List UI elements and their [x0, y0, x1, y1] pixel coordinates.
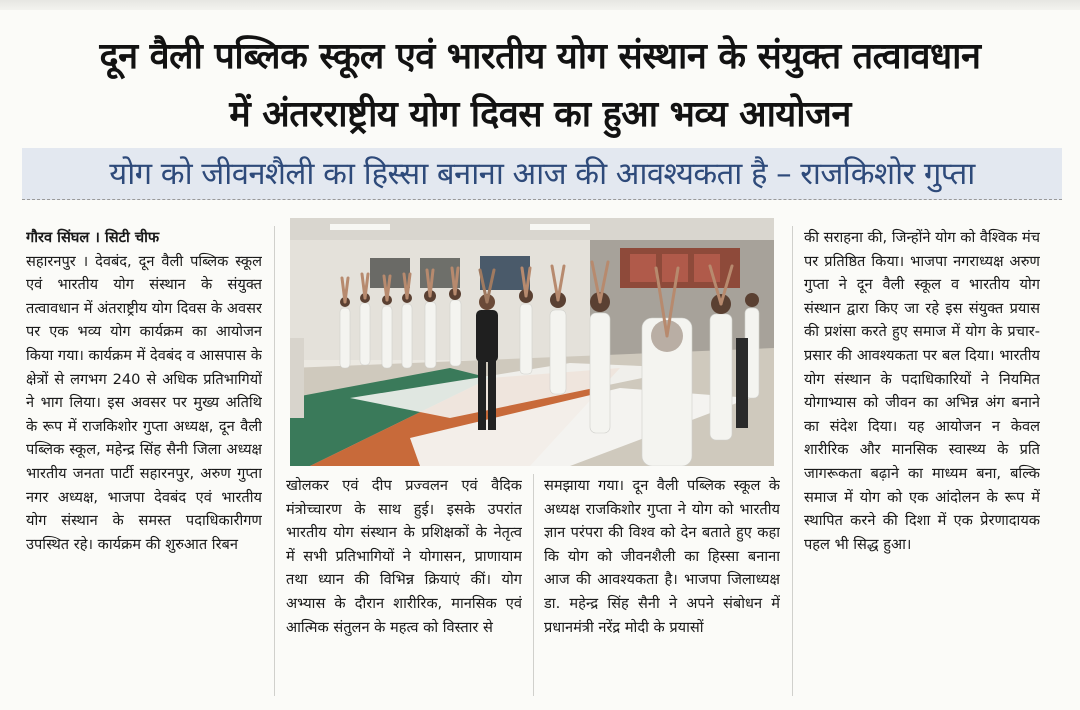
yoga-hall-illustration — [290, 218, 774, 466]
subheadline: योग को जीवनशैली का हिस्सा बनाना आज की आवश्यकता है – राजकिशोर गुप्ता — [109, 156, 975, 192]
article-column-4: की सराहना की, जिन्होंने योग को वैश्विक मंच पर प्रतिष्ठित किया। भाजपा नगराध्यक्ष अरुण गुप्ता ने दून वैली स्कूल व भारतीय योग संस्थान द्वारा किए जा रहे इस संयुक्त प्रयास की प्रशंसा करते हुए समाज में योग के प्रचार-प्रसार की आवश्यकता पर बल दिया। भारतीय योग संस्थान के पदाधिकारियों ने नियमित योगाभ्यास को जीवन का अभिन्न अंग बनाने का संदेश दिया। यह आयोजन न केवल शारीरिक और मानसिक स्वास्थ्य के प्रति जागरूकता बढ़ाने का माध्यम बना, बल्कि समाज में योग को एक आंदोलन के रूप में स्थापित करने की दिशा में एक प्रेरणादायक पहल भी सिद्ध हुआ। — [804, 229, 1040, 553]
article-column-3: समझाया गया। दून वैली पब्लिक स्कूल के अध्यक्ष राजकिशोर गुप्ता ने योग को भारतीय ज्ञान परंपरा की विश्व को देन बताते हुए कहा कि योग को जीवनशैली का हिस्सा बनाना आज की आवश्यकता है। भाजपा जिलाध्यक्ष डा. महेन्द्र सिंह सैनी ने अपने संबोधन में प्रधानमंत्री नरेंद्र मोदी के प्रयासों — [544, 477, 780, 636]
byline: गौरव सिंघल । सिटी चीफ — [26, 229, 160, 246]
article-column-1 — [26, 226, 262, 700]
column-divider — [274, 226, 275, 696]
subheadline-banner — [22, 148, 1062, 200]
headline-line-2: में अंतरराष्ट्रीय योग दिवस का हुआ भव्य आयोजन — [229, 94, 851, 135]
headline — [0, 28, 1080, 144]
column-divider — [792, 226, 793, 696]
column-divider — [533, 474, 534, 696]
article-column-2: खोलकर एवं दीप प्रज्वलन एवं वैदिक मंत्रोच्चारण के साथ हुई। इसके उपरांत भारतीय योग संस्थान के प्रशिक्षकों के नेतृत्व में सभी प्रतिभागियों ने योगासन, प्राणायाम तथा ध्यान की विभिन्न क्रियाएं कीं। योग अभ्यास के दौरान शारीरिक, मानसिक एवं आत्मिक संतुलन के महत्व को विस्तार से — [286, 477, 522, 636]
previous-article-strip — [0, 0, 1080, 10]
headline-line-1: दून वैली पब्लिक स्कूल एवं भारतीय योग संस्थान के संयुक्त तत्वावधान — [99, 36, 981, 77]
yoga-event-photo — [290, 218, 774, 466]
column-1-text: सहारनपुर । देवबंद, दून वैली पब्लिक स्कूल एवं भारतीय योग संस्थान के संयुक्त तत्वावधान में अंतराष्ट्रीय योग दिवस के अवसर पर एक भव्य योग कार्यक्रम का आयोजन किया गया। कार्यक्रम में देवबंद व आसपास के क्षेत्रों से लगभग 240 से अधिक प्रतिभागियों ने भाग लिया। इस अवसर पर मुख्य अतिथि के रूप में राजकिशोर गुप्ता अध्यक्ष, दून वैली पब्लिक स्कूल, महेन्द्र सिंह सैनी जिला अध्यक्ष भारतीय जनता पार्टी सहारनपुर, अरुण गुप्ता नगर अध्यक्ष, भाजपा देवबंद एवं भारतीय योग संस्थान के समस्त पदाधिकारीगण उपस्थित रहे। कार्यक्रम की शुरुआत रिबन — [26, 252, 262, 553]
